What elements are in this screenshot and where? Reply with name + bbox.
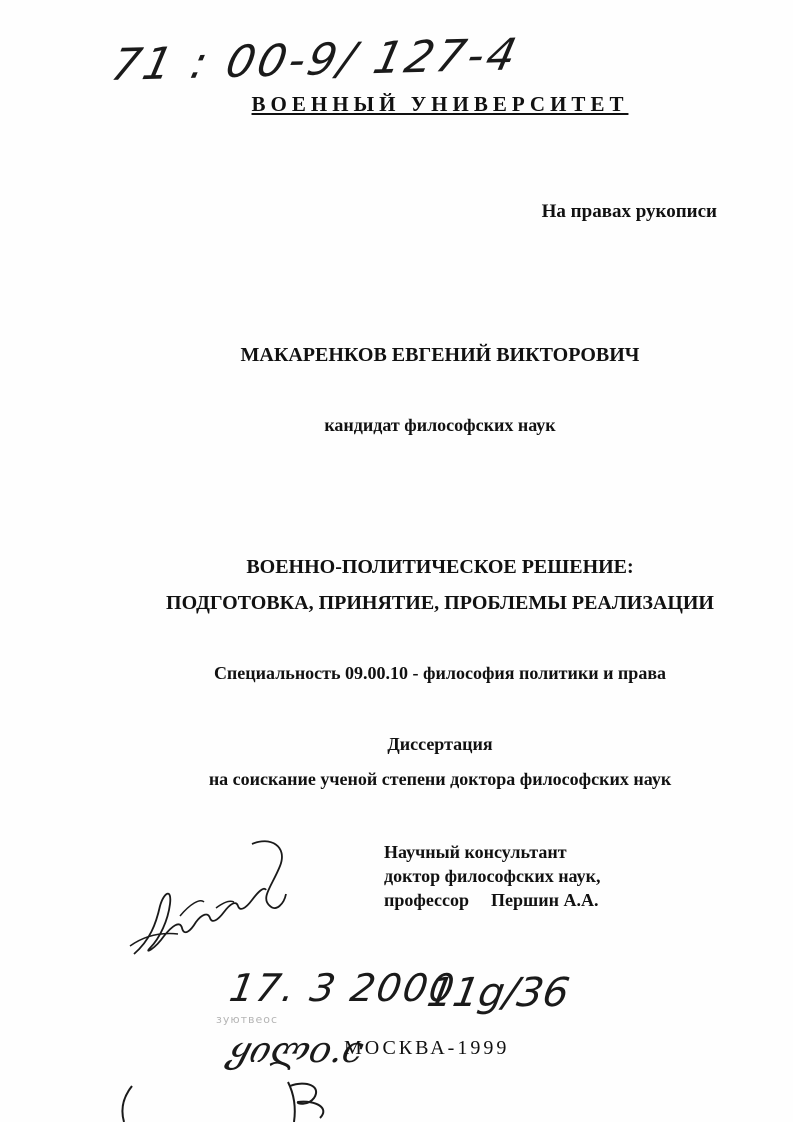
city-and-year: МОСКВА-1999: [344, 1037, 510, 1059]
consultant-role: Научный консультант: [384, 842, 567, 862]
scientific-consultant-block: [384, 840, 601, 912]
faint-stamp-text: зуютвеос: [216, 1013, 279, 1026]
author-degree: кандидат философских наук: [324, 415, 556, 435]
dissertation-label: Диссертация: [387, 734, 493, 754]
handwritten-note: ყილо.с: [225, 1030, 368, 1071]
consultant-degree: доктор философских наук,: [384, 866, 601, 886]
author-name: МАКАРЕНКОВ ЕВГЕНИЙ ВИКТОРОВИЧ: [240, 344, 640, 366]
dissertation-description: на соискание ученой степени доктора философских наук: [208, 769, 672, 789]
consultant-title-line: [384, 888, 601, 912]
archive-code-handwritten: 71 : 00-9/ 127-4: [106, 29, 524, 91]
institution-name: ВОЕННЫЙ УНИВЕРСИТЕТ: [251, 92, 629, 116]
handwritten-date: 17. 3 2000: [226, 966, 460, 1010]
consultant-title: профессор: [384, 890, 470, 910]
specialty-line: Специальность 09.00.10 - философия политики и права: [213, 663, 667, 683]
dissertation-title-line-1: ВОЕННО-ПОЛИТИЧЕСКОЕ РЕШЕНИЕ:: [246, 556, 634, 578]
manuscript-rights-note: На правах рукописи: [541, 201, 717, 222]
dissertation-title-line-2: ПОДГОТОВКА, ПРИНЯТИЕ, ПРОБЛЕМЫ РЕАЛИЗАЦИИ: [166, 592, 714, 614]
consultant-name: Першин А.А.: [491, 890, 599, 910]
handwritten-number: 11g/36: [423, 970, 573, 1016]
author-signature: [120, 828, 300, 968]
bottom-handwritten-marks: [110, 1078, 350, 1122]
